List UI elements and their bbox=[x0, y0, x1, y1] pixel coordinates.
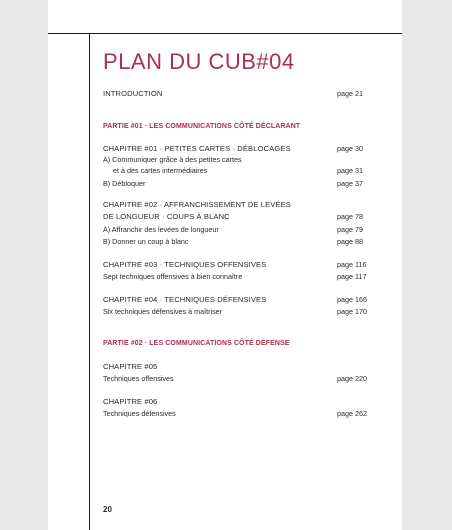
ch2-b: B) Donner un coup à blanc bbox=[103, 237, 189, 246]
ch4-page: page 166 bbox=[337, 295, 367, 304]
ch2-b-page: page 88 bbox=[337, 237, 363, 246]
part1-heading: PARTIE #01 · LES COMMUNICATIONS CÔTÉ DÉCLARANT bbox=[103, 123, 301, 130]
ch4-sub: Six techniques défensives à maîtriser bbox=[103, 307, 223, 316]
ch1-a-page: page 31 bbox=[337, 166, 363, 175]
page-title: PLAN DU CUB#04 bbox=[103, 49, 295, 74]
ch3-sub: Sept techniques offensives à bien connaître bbox=[103, 272, 243, 281]
ch3-page: page 116 bbox=[337, 260, 367, 269]
intro-label: INTRODUCTION bbox=[103, 89, 163, 98]
ch2-a: A) Affranchir des levées de longueur bbox=[103, 225, 219, 234]
part2-heading: PARTIE #02 · LES COMMUNICATIONS CÔTÉ DÉFENSE bbox=[103, 340, 290, 347]
ch3-sub-page: page 117 bbox=[337, 272, 367, 281]
ch2-a-page: page 79 bbox=[337, 225, 363, 234]
ch4-title: CHAPITRE #04 · TECHNIQUES DÉFENSIVES bbox=[103, 295, 267, 304]
ch6-page: page 262 bbox=[337, 409, 367, 418]
ch6-sub: Techniques défensives bbox=[103, 409, 176, 418]
ch1-page: page 30 bbox=[337, 144, 363, 153]
top-rule bbox=[48, 33, 402, 34]
ch2-title-line2: DE LONGUEUR · COUPS À BLANC bbox=[103, 212, 230, 221]
ch5-page: page 220 bbox=[337, 374, 367, 383]
margin-line bbox=[89, 34, 90, 530]
ch2-title-line1: CHAPITRE #02 · AFFRANCHISSEMENT DE LEVÉES bbox=[103, 200, 291, 209]
ch3-title: CHAPITRE #03 · TECHNIQUES OFFENSIVES bbox=[103, 260, 267, 269]
ch1-b: B) Débloquer bbox=[103, 179, 146, 188]
ch5-title: CHAPITRE #05 bbox=[103, 362, 158, 371]
ch2-page: page 78 bbox=[337, 212, 363, 221]
ch6-title: CHAPITRE #06 bbox=[103, 397, 158, 406]
ch1-a-line1: A) Communiquer grâce à des petites cartes bbox=[103, 155, 242, 164]
ch1-title: CHAPITRE #01 · PETITES CARTES · DÉBLOCAGES bbox=[103, 144, 291, 153]
ch1-b-page: page 37 bbox=[337, 179, 363, 188]
intro-page: page 21 bbox=[337, 89, 363, 98]
ch5-sub: Techniques offensives bbox=[103, 374, 174, 383]
ch1-a-line2: et à des cartes intermédiaires bbox=[113, 166, 208, 175]
ch4-sub-page: page 170 bbox=[337, 307, 367, 316]
page-number: 20 bbox=[103, 505, 112, 514]
